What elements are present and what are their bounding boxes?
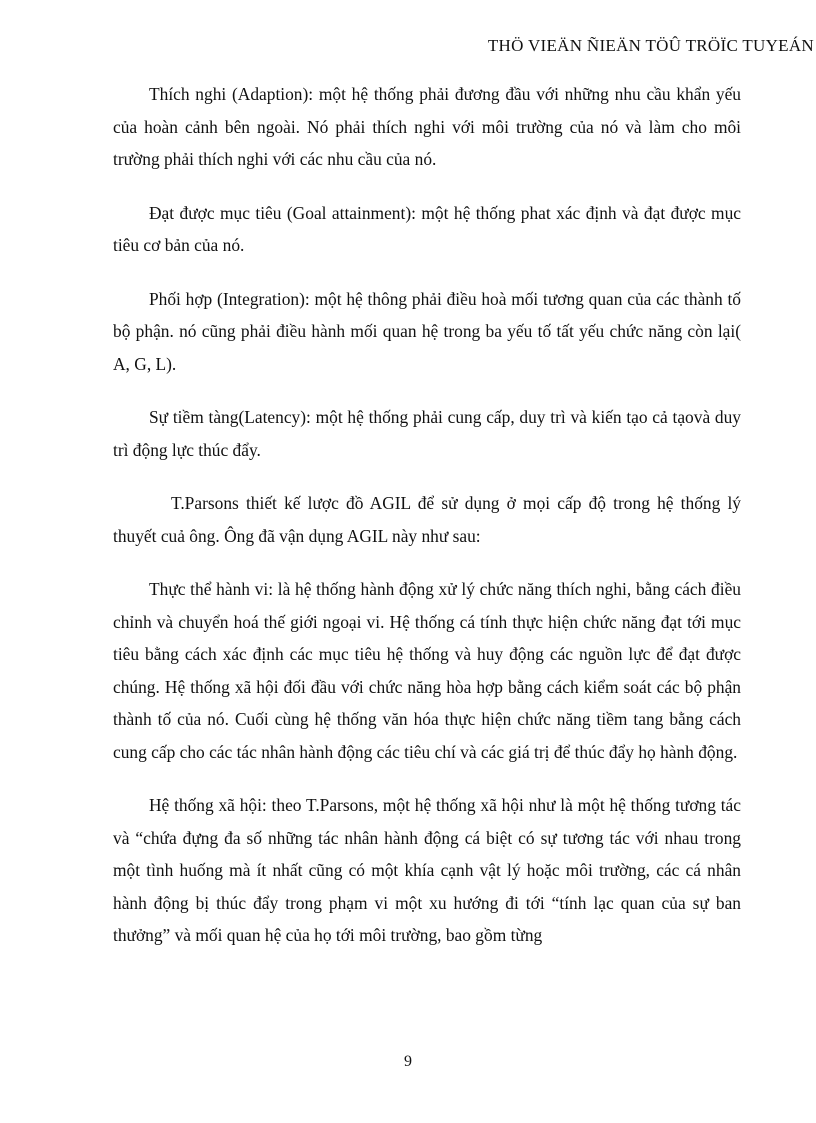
paragraph-goal-attainment: Đạt được mục tiêu (Goal attainment): một hệ thống phat xác định và đạt được mục tiêu cơ bản của nó.: [113, 202, 741, 255]
paragraph-behavioral-organism: Thực thể hành vi: là hệ thống hành động xử lý chức năng thích nghi, bằng cách điều chỉnh và chuyển hoá thế giới ngoại vi. Hệ thống cá tính thực hiện chức năng đạt tới mục tiêu bằng cách xác định các mục tiêu hệ thống và huy động các nguồn lực để đạt được chúng. Hệ thống xã hội đối đầu với chức năng hòa hợp bằng cách kiểm soát các bộ phận thành tố của nó. Cuối cùng hệ thống văn hóa thực hiện chức năng tiềm tang bằng cách cung cấp cho các tác nhân hành động các tiêu chí và các giá trị để thúc đẩy họ hành động.: [113, 579, 741, 762]
paragraph-adaption: Thích nghi (Adaption): một hệ thống phải đương đầu với những nhu cầu khẩn yếu của hoàn cảnh bên ngoài. Nó phải thích nghi với môi trường của nó và làm cho môi trường phải thích nghi với các nhu cầu của nó.: [113, 84, 741, 169]
library-header: THÖ VIEÄN ÑIEÄN TÖÛ TRÖÏC TUYEÁN: [487, 36, 814, 55]
page-number: 9: [404, 1053, 412, 1070]
paragraph-integration: Phối hợp (Integration): một hệ thông phải điều hoà mối tương quan của các thành tố bộ phận. nó cũng phải điều hành mối quan hệ trong ba yếu tố tất yếu chức năng còn lại( A, G, L).: [113, 288, 741, 374]
paragraph-agil-usage: T.Parsons thiết kế lược đồ AGIL để sử dụng ở mọi cấp độ trong hệ thống lý thuyết cuả ông. Ông đã vận dụng AGIL này như sau:: [113, 493, 741, 546]
document-body: [113, 78, 741, 973]
paragraph-social-system: Hệ thống xã hội: theo T.Parsons, một hệ thống xã hội như là một hệ thống tương tác và “chứa đựng đa số những tác nhân hành động cá biệt có sự tương tác với nhau trong một tình huống mà ít nhất cũng có một khía cạnh vật lý hoặc môi trường, các cá nhân hành động bị thúc đẩy trong phạm vi một xu hướng đi tới “tính lạc quan của sự ban thưởng” và mối quan hệ của họ tới môi trường, bao gồm từng: [113, 795, 741, 945]
paragraph-latency: Sự tiềm tàng(Latency): một hệ thống phải cung cấp, duy trì và kiến tạo cả tạovà duy trì động lực thúc đẩy.: [113, 407, 741, 460]
